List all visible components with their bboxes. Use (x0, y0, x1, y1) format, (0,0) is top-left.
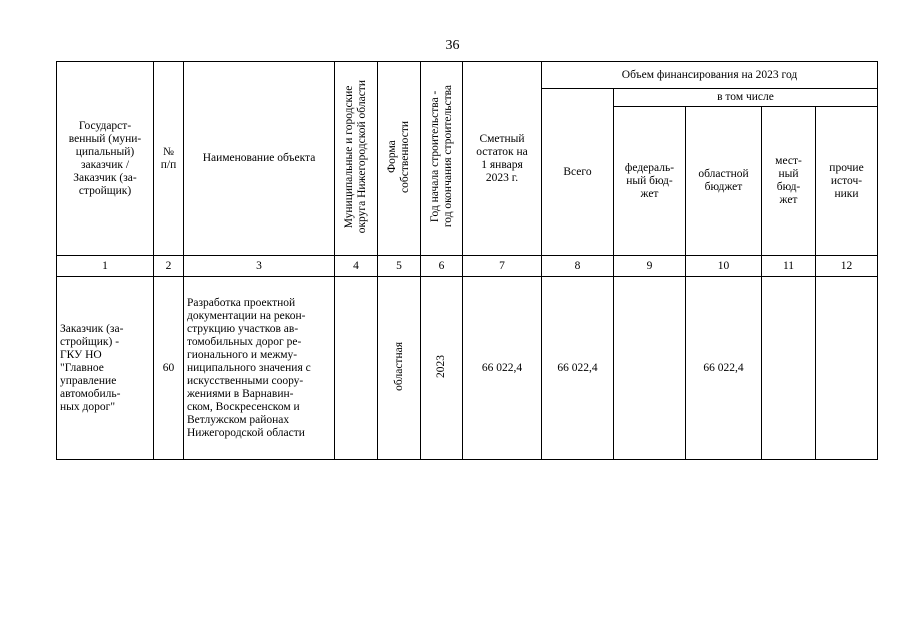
header-number: № п/п (154, 62, 184, 256)
column-number: 3 (184, 256, 335, 277)
header-ownership: Форма собственности (378, 62, 421, 256)
column-number: 9 (614, 256, 686, 277)
years-text: 2023 (435, 354, 447, 378)
header-funding-group: Объем финансирования на 2023 год (542, 62, 878, 89)
cell-years (421, 277, 463, 460)
column-number: 8 (542, 256, 614, 277)
column-number: 11 (762, 256, 816, 277)
ownership-text: областная (392, 341, 405, 391)
cell-federal (614, 277, 686, 460)
header-regional: областной бюджет (686, 107, 762, 256)
cell-number: 60 (154, 277, 184, 460)
page-number: 36 (445, 38, 460, 53)
cell-total: 66 022,4 (542, 277, 614, 460)
header-local: мест- ный бюд- жет (762, 107, 816, 256)
column-number: 1 (57, 256, 154, 277)
column-number: 6 (421, 256, 463, 277)
column-number: 10 (686, 256, 762, 277)
header-municipality: Муниципальные и городские округа Нижегородской области (335, 62, 378, 256)
cell-ownership (378, 277, 421, 460)
header-estimated-balance: Сметный остаток на 1 января 2023 г. (463, 62, 542, 256)
cell-object-name: Разработка проектной документации на рекон- струкцию участков ав- томобильных дорог ре- гионального и межму- ниципального значения с искусственными соору- жениями в Варнавин- ском, Воскресенском и Ветлужском районах Нижегородской области (184, 277, 335, 460)
column-number: 5 (378, 256, 421, 277)
cell-local (762, 277, 816, 460)
column-number: 12 (816, 256, 878, 277)
header-total: Всего (542, 89, 614, 256)
header-years: Год начала строительства - год окончания строительства (421, 62, 463, 256)
cell-estimated-balance: 66 022,4 (463, 277, 542, 460)
cell-municipality (335, 277, 378, 460)
header-including: в том числе (614, 89, 878, 107)
financing-table (56, 61, 878, 460)
column-numbers-row (57, 256, 878, 277)
header-federal: федераль- ный бюд- жет (614, 107, 686, 256)
cell-other (816, 277, 878, 460)
column-number: 2 (154, 256, 184, 277)
cell-customer: Заказчик (за- стройщик) - ГКУ НО "Главное управление автомобиль- ных дорог" (57, 277, 154, 460)
header-other: прочие источ- ники (816, 107, 878, 256)
column-number: 4 (335, 256, 378, 277)
cell-regional: 66 022,4 (686, 277, 762, 460)
table-row (57, 277, 878, 460)
header-object-name: Наименование объекта (184, 62, 335, 256)
header-customer: Государст- венный (муни- ципальный) заказчик / Заказчик (за- стройщик) (57, 62, 154, 256)
column-number: 7 (463, 256, 542, 277)
